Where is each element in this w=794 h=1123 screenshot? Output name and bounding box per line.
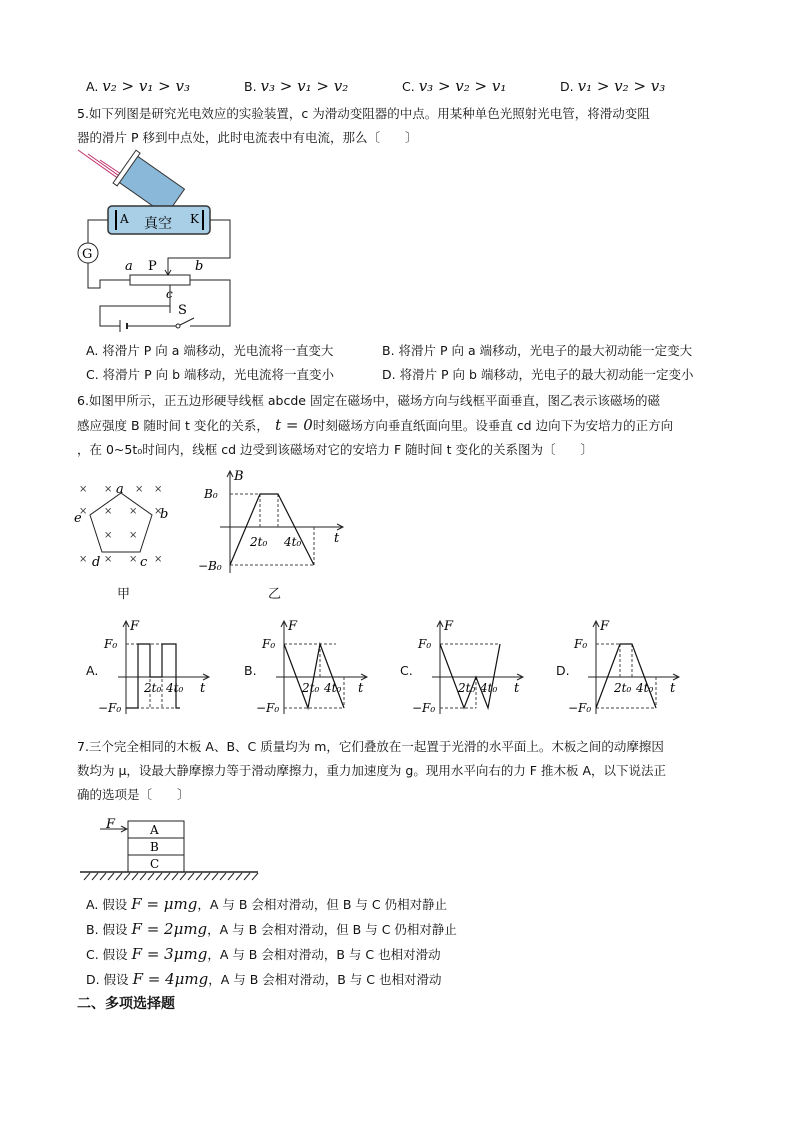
svg-text:F: F — [288, 619, 298, 634]
vacuum-label: 真空 — [144, 216, 172, 232]
q6-stem-line3: ，在 0~5t₀时间内，线框 cd 边受到该磁场对它的安培力 F 随时间 t 变化的关系图为〔 〕 — [77, 442, 594, 457]
svg-text:−F₀: −F₀ — [98, 701, 122, 715]
svg-text:4t₀: 4t₀ — [636, 681, 654, 695]
q6-caption-jia: 甲 — [117, 587, 131, 602]
switch-label: S — [178, 303, 187, 318]
svg-text:×: × — [79, 506, 88, 517]
svg-text:2t₀: 2t₀ — [144, 681, 162, 695]
q7-option-b: B. 假设 F = 2μmg，A 与 B 会相对滑动，但 B 与 C 仍相对静止 — [86, 920, 457, 938]
yi-axis-x: t — [334, 531, 340, 546]
q5-stem-line2: 器的滑片 P 移到中点处，此时电流表中有电流，那么〔 〕 — [77, 130, 418, 145]
svg-text:4t₀: 4t₀ — [324, 681, 342, 695]
q6-graph-c-label: C. — [400, 663, 413, 678]
section2-title: 二、多项选择题 — [77, 996, 175, 1012]
svg-text:t: t — [670, 681, 676, 696]
block-a: A — [150, 823, 159, 837]
block-c: C — [150, 857, 160, 871]
svg-text:×: × — [104, 506, 113, 517]
svg-text:×: × — [104, 554, 113, 565]
q6-graph-d — [570, 618, 685, 718]
q4-option-d: D. v₁ > v₂ > v₃ — [560, 77, 666, 95]
svg-text:×: × — [154, 484, 163, 495]
yi-tick-4t0: 4t₀ — [284, 535, 302, 549]
q6-graph-b — [258, 618, 373, 718]
q7-stem-line2: 数均为 μ，设最大静摩擦力等于滑动摩擦力，重力加速度为 g。现用水平向右的力 F 推木板 A，以下说法正 — [77, 763, 666, 778]
svg-text:t: t — [514, 681, 520, 696]
svg-text:2t₀: 2t₀ — [458, 681, 476, 695]
q7-option-c: C. 假设 F = 3μmg，A 与 B 会相对滑动，B 与 C 也相对滑动 — [86, 945, 441, 963]
q5-option-d: D. 将滑片 P 向 b 端移动，光电子的最大初动能一定变小 — [382, 367, 694, 382]
svg-text:F₀: F₀ — [418, 637, 432, 651]
svg-text:−F₀: −F₀ — [568, 701, 592, 715]
svg-text:×: × — [104, 484, 113, 495]
q5-stem-line1: 5.如下列图是研究光电效应的实验装置，c 为滑动变阻器的中点。用某种单色光照射光电管，将滑动变阻 — [77, 106, 650, 121]
svg-text:2t₀: 2t₀ — [302, 681, 320, 695]
svg-text:×: × — [154, 506, 163, 517]
svg-text:2t₀: 2t₀ — [614, 681, 632, 695]
vertex-d: d — [92, 555, 101, 570]
q6-fig-yi — [200, 468, 350, 580]
force-label: F — [106, 817, 116, 832]
svg-text:×: × — [154, 554, 163, 565]
svg-text:F₀: F₀ — [104, 637, 118, 651]
q6-graph-b-label: B. — [244, 663, 257, 678]
q5-option-b: B. 将滑片 P 向 a 端移动，光电子的最大初动能一定变大 — [382, 343, 693, 358]
yi-tick-2t0: 2t₀ — [250, 535, 268, 549]
svg-text:×: × — [135, 484, 144, 495]
q7-option-d: D. 假设 F = 4μmg，A 与 B 会相对滑动，B 与 C 也相对滑动 — [86, 970, 442, 988]
svg-text:×: × — [129, 554, 138, 565]
block-b: B — [150, 840, 159, 854]
mid-c-label: c — [166, 287, 173, 301]
q7-blocks-figure — [80, 812, 260, 884]
svg-text:×: × — [104, 530, 113, 541]
svg-text:F: F — [444, 619, 454, 634]
svg-text:F₀: F₀ — [574, 637, 588, 651]
q5-option-a: A. 将滑片 P 向 a 端移动，光电流将一直变大 — [86, 343, 334, 358]
svg-text:−F₀: −F₀ — [412, 701, 436, 715]
q6-graph-a — [100, 618, 215, 718]
q4-option-b: B. v₃ > v₁ > v₂ — [244, 77, 349, 95]
q7-stem-line3: 确的选项是〔 〕 — [77, 787, 190, 802]
svg-text:×: × — [129, 506, 138, 517]
q6-stem-line1: 6.如图甲所示，正五边形硬导线框 abcde 固定在磁场中，磁场方向与线框平面垂直，图乙表示该磁场的磁 — [77, 393, 660, 408]
svg-text:t: t — [200, 681, 206, 696]
anode-label: A — [120, 212, 129, 226]
vertex-b: b — [160, 507, 169, 522]
q6-graph-d-label: D. — [556, 663, 570, 678]
meter-label: G — [82, 247, 93, 262]
svg-text:F: F — [600, 619, 610, 634]
q7-stem-line1: 7.三个完全相同的木板 A、B、C 质量均为 m，它们叠放在一起置于光滑的水平面上。木板之间的动摩擦因 — [77, 739, 664, 754]
end-a-label: a — [125, 259, 133, 274]
slider-label: P — [148, 259, 157, 274]
yi-y-top: B₀ — [204, 487, 218, 501]
q4-option-c: C. v₃ > v₂ > v₁ — [402, 77, 507, 95]
q5-circuit-figure — [70, 148, 240, 333]
vertex-c: c — [140, 555, 148, 570]
vertex-e: e — [74, 511, 82, 526]
q6-graph-a-label: A. — [86, 663, 99, 678]
q4-option-a: A. v₂ > v₁ > v₃ — [86, 77, 190, 95]
vertex-a: a — [116, 482, 124, 497]
svg-text:×: × — [79, 484, 88, 495]
q6-graph-c — [414, 618, 529, 718]
q6-stem-line2: 感应强度 B 随时间 t 变化的关系， t = 0时刻磁场方向垂直纸面向里。设垂直 cd 边向下为安培力的正方向 — [77, 416, 674, 434]
svg-text:×: × — [79, 554, 88, 565]
svg-text:t: t — [358, 681, 364, 696]
yi-axis-y: B — [234, 469, 244, 484]
end-b-label: b — [195, 259, 204, 274]
svg-text:F₀: F₀ — [262, 637, 276, 651]
svg-text:4t₀: 4t₀ — [166, 681, 184, 695]
svg-text:−F₀: −F₀ — [256, 701, 280, 715]
q5-option-c: C. 将滑片 P 向 b 端移动，光电流将一直变小 — [86, 367, 335, 382]
q6-fig-jia — [74, 478, 174, 578]
svg-text:F: F — [130, 619, 140, 634]
cathode-label: K — [190, 212, 199, 226]
svg-text:×: × — [129, 530, 138, 541]
q6-caption-yi: 乙 — [268, 587, 282, 602]
svg-text:4t₀: 4t₀ — [480, 681, 498, 695]
q7-option-a: A. 假设 F = μmg，A 与 B 会相对滑动，但 B 与 C 仍相对静止 — [86, 895, 448, 913]
yi-y-bottom: −B₀ — [198, 559, 222, 573]
